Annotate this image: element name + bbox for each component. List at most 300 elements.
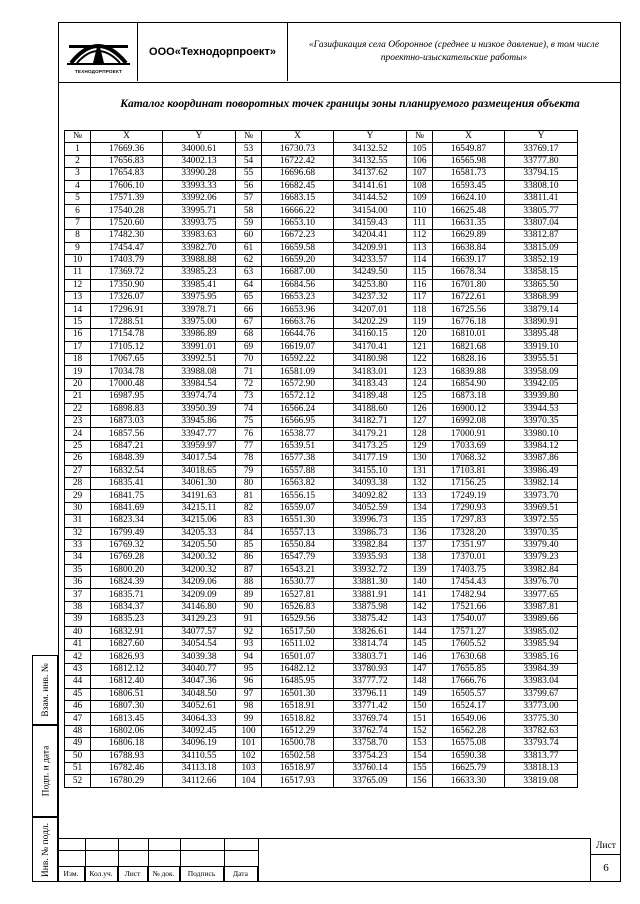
table-cell: 33944.53 [505, 403, 578, 415]
table-cell: 33807.04 [505, 217, 578, 229]
table-cell: 10 [65, 254, 91, 266]
table-cell: 137 [407, 539, 433, 551]
table-cell: 33993.33 [163, 180, 236, 192]
table-row [65, 713, 578, 725]
table-cell: 34209.06 [163, 577, 236, 589]
table-cell: 16624.10 [433, 192, 505, 204]
table-cell: 16527.81 [262, 589, 334, 601]
table-cell: 16730.73 [262, 143, 334, 155]
table-cell: 17654.83 [91, 168, 163, 180]
table-cell: 33977.65 [505, 589, 578, 601]
table-cell: 16625.79 [433, 762, 505, 774]
table-cell: 93 [236, 639, 262, 651]
table-cell: 83 [236, 515, 262, 527]
table-cell: 16547.79 [262, 552, 334, 564]
title-block-top-rule [58, 838, 590, 839]
table-cell: 103 [236, 762, 262, 774]
table-cell: 16841.75 [91, 490, 163, 502]
table-cell: 17482.30 [91, 230, 163, 242]
table-cell: 33993.75 [163, 217, 236, 229]
table-cell: 17369.72 [91, 267, 163, 279]
table-cell: 34205.33 [163, 527, 236, 539]
table-cell: 144 [407, 626, 433, 638]
table-cell: 16683.15 [262, 192, 334, 204]
table-cell: 34159.43 [334, 217, 407, 229]
table-cell: 16826.93 [91, 651, 163, 663]
table-cell: 34209.09 [163, 589, 236, 601]
table-cell: 46 [65, 700, 91, 712]
table-cell: 33769.17 [505, 143, 578, 155]
table-cell: 33972.55 [505, 515, 578, 527]
table-cell: 16769.28 [91, 552, 163, 564]
table-cell: 142 [407, 601, 433, 613]
table-cell: 90 [236, 601, 262, 613]
logo-caption: ТЕХНОДОРПРОЕКТ [74, 69, 123, 74]
table-cell: 33987.86 [505, 453, 578, 465]
table-cell: 17351.97 [433, 539, 505, 551]
table-cell: 15 [65, 316, 91, 328]
table-cell: 17290.93 [433, 502, 505, 514]
project-name: «Газификация села Оборонное (среднее и низкое давление), в том числе проектно-изыскательские работы» [308, 40, 600, 63]
table-cell: 16788.93 [91, 750, 163, 762]
table-cell: 16672.23 [262, 230, 334, 242]
table-cell: 17370.01 [433, 552, 505, 564]
table-cell: 20 [65, 378, 91, 390]
table-cell: 16806.18 [91, 738, 163, 750]
table-cell: 33986.89 [163, 329, 236, 341]
table-cell: 34077.57 [163, 626, 236, 638]
table-cell: 17403.75 [433, 564, 505, 576]
table-cell: 16823.34 [91, 515, 163, 527]
table-cell: 16530.77 [262, 577, 334, 589]
table-cell: 49 [65, 738, 91, 750]
table-cell: 16832.54 [91, 465, 163, 477]
table-row [65, 403, 578, 415]
table-cell: 33974.74 [163, 391, 236, 403]
table-cell: 102 [236, 750, 262, 762]
table-cell: 33865.50 [505, 279, 578, 291]
table-cell: 17156.25 [433, 477, 505, 489]
table-cell: 34 [65, 552, 91, 564]
table-cell: 150 [407, 700, 433, 712]
table-cell: 34092.45 [163, 725, 236, 737]
table-row [65, 205, 578, 217]
table-row [65, 428, 578, 440]
table-cell: 16687.00 [262, 267, 334, 279]
table-cell: 33758.70 [334, 738, 407, 750]
table-cell: 33969.51 [505, 502, 578, 514]
table-cell: 40 [65, 626, 91, 638]
table-cell: 128 [407, 428, 433, 440]
table-cell: 34200.32 [163, 564, 236, 576]
table-cell: 16806.51 [91, 688, 163, 700]
table-cell: 17656.83 [91, 155, 163, 167]
table-cell: 33982.70 [163, 242, 236, 254]
table-cell: 34183.01 [334, 366, 407, 378]
table-cell: 33942.05 [505, 378, 578, 390]
table-cell: 17033.69 [433, 440, 505, 452]
table-cell: 16502.58 [262, 750, 334, 762]
table-cell: 34180.98 [334, 354, 407, 366]
table-cell: 63 [236, 267, 262, 279]
column-header: Y [505, 131, 578, 143]
table-row [65, 341, 578, 353]
table-row [65, 180, 578, 192]
table-row [65, 217, 578, 229]
table-cell: 139 [407, 564, 433, 576]
table-cell: 16653.96 [262, 304, 334, 316]
table-cell: 33986.73 [334, 527, 407, 539]
table-cell: 33919.10 [505, 341, 578, 353]
table-cell: 16835.71 [91, 589, 163, 601]
column-header: X [262, 131, 334, 143]
table-cell: 34129.23 [163, 614, 236, 626]
table-cell: 34141.61 [334, 180, 407, 192]
table-cell: 16482.12 [262, 663, 334, 675]
table-cell: 33990.28 [163, 168, 236, 180]
table-cell: 33985.41 [163, 279, 236, 291]
table-cell: 33992.51 [163, 354, 236, 366]
table-cell: 76 [236, 428, 262, 440]
table-cell: 33799.67 [505, 688, 578, 700]
table-cell: 33814.74 [334, 639, 407, 651]
table-cell: 33811.41 [505, 192, 578, 204]
table-cell: 34137.62 [334, 168, 407, 180]
table-cell: 5 [65, 192, 91, 204]
table-cell: 32 [65, 527, 91, 539]
table-cell: 6 [65, 205, 91, 217]
table-row [65, 577, 578, 589]
table-cell: 55 [236, 168, 262, 180]
table-cell: 130 [407, 453, 433, 465]
table-cell: 28 [65, 477, 91, 489]
table-row [65, 192, 578, 204]
table-cell: 33986.49 [505, 465, 578, 477]
table-cell: 12 [65, 279, 91, 291]
coordinates-table [64, 130, 578, 788]
table-cell: 33959.97 [163, 440, 236, 452]
table-row [65, 775, 578, 787]
table-cell: 74 [236, 403, 262, 415]
table-cell: 81 [236, 490, 262, 502]
table-cell: 155 [407, 762, 433, 774]
table-cell: 34132.55 [334, 155, 407, 167]
table-cell: 17288.51 [91, 316, 163, 328]
table-cell: 34170.41 [334, 341, 407, 353]
table-cell: 92 [236, 626, 262, 638]
table-cell: 45 [65, 688, 91, 700]
table-cell: 16501.07 [262, 651, 334, 663]
table-cell: 17521.66 [433, 601, 505, 613]
table-cell: 21 [65, 391, 91, 403]
table-cell: 140 [407, 577, 433, 589]
table-cell: 16987.95 [91, 391, 163, 403]
table-cell: 33771.42 [334, 700, 407, 712]
table-row [65, 564, 578, 576]
table-row [65, 168, 578, 180]
table-cell: 154 [407, 750, 433, 762]
table-cell: 34215.06 [163, 515, 236, 527]
table-cell: 33983.04 [505, 676, 578, 688]
table-cell: 35 [65, 564, 91, 576]
table-cell: 33995.71 [163, 205, 236, 217]
table-cell: 33812.87 [505, 230, 578, 242]
table-cell: 16799.49 [91, 527, 163, 539]
table-cell: 16659.58 [262, 242, 334, 254]
table-cell: 34146.80 [163, 601, 236, 613]
table-cell: 89 [236, 589, 262, 601]
table-cell: 16848.39 [91, 453, 163, 465]
table-cell: 17669.36 [91, 143, 163, 155]
table-cell: 17 [65, 341, 91, 353]
table-cell: 77 [236, 440, 262, 452]
table-cell: 34249.50 [334, 267, 407, 279]
title-block-col-kol: Кол.уч. [85, 866, 118, 882]
table-cell: 17350.90 [91, 279, 163, 291]
table-cell: 17000.48 [91, 378, 163, 390]
table-row [65, 539, 578, 551]
table-cell: 33985.02 [505, 626, 578, 638]
table-cell: 16511.02 [262, 639, 334, 651]
table-cell: 33947.77 [163, 428, 236, 440]
table-cell: 34233.57 [334, 254, 407, 266]
table-cell: 34183.43 [334, 378, 407, 390]
table-cell: 16682.45 [262, 180, 334, 192]
table-cell: 16517.93 [262, 775, 334, 787]
table-cell: 34205.50 [163, 539, 236, 551]
table-cell: 16900.12 [433, 403, 505, 415]
company-logo [59, 23, 138, 81]
table-cell: 17571.39 [91, 192, 163, 204]
table-cell: 34132.52 [334, 143, 407, 155]
table-cell: 153 [407, 738, 433, 750]
table-cell: 17154.78 [91, 329, 163, 341]
table-cell: 9 [65, 242, 91, 254]
table-cell: 33895.48 [505, 329, 578, 341]
document-title: Каталог координат поворотных точек границы зоны планируемого размещения объекта [120, 98, 580, 110]
table-cell: 33852.19 [505, 254, 578, 266]
table-cell: 16776.18 [433, 316, 505, 328]
table-cell: 151 [407, 713, 433, 725]
table-cell: 33881.91 [334, 589, 407, 601]
table-cell: 33984.12 [505, 440, 578, 452]
table-cell: 16562.28 [433, 725, 505, 737]
table-row [65, 292, 578, 304]
table-cell: 121 [407, 341, 433, 353]
table-cell: 17655.85 [433, 663, 505, 675]
table-cell: 33992.06 [163, 192, 236, 204]
table-cell: 87 [236, 564, 262, 576]
table-cell: 82 [236, 502, 262, 514]
table-row [65, 750, 578, 762]
table-cell: 34155.10 [334, 465, 407, 477]
table-cell: 113 [407, 242, 433, 254]
table-cell: 79 [236, 465, 262, 477]
table-cell: 100 [236, 725, 262, 737]
table-cell: 115 [407, 267, 433, 279]
table-cell: 17296.91 [91, 304, 163, 316]
table-cell: 152 [407, 725, 433, 737]
table-cell: 85 [236, 539, 262, 551]
table-cell: 16835.23 [91, 614, 163, 626]
table-cell: 16800.20 [91, 564, 163, 576]
stamp-vzam-label: Взам. инв. № [41, 663, 52, 717]
table-cell: 17605.52 [433, 639, 505, 651]
table-cell: 16577.38 [262, 453, 334, 465]
table-cell: 16557.88 [262, 465, 334, 477]
table-cell: 16543.21 [262, 564, 334, 576]
table-cell: 119 [407, 316, 433, 328]
table-row [65, 688, 578, 700]
table-cell: 67 [236, 316, 262, 328]
table-cell: 16827.60 [91, 639, 163, 651]
header-divider [58, 82, 621, 83]
table-cell: 34215.11 [163, 502, 236, 514]
table-cell: 33985.16 [505, 651, 578, 663]
table-cell: 50 [65, 750, 91, 762]
table-cell: 17067.65 [91, 354, 163, 366]
table-cell: 65 [236, 292, 262, 304]
table-cell: 14 [65, 304, 91, 316]
table-cell: 33793.74 [505, 738, 578, 750]
table-cell: 16725.56 [433, 304, 505, 316]
table-cell: 33970.35 [505, 415, 578, 427]
table-cell: 1 [65, 143, 91, 155]
table-cell: 78 [236, 453, 262, 465]
table-cell: 17326.07 [91, 292, 163, 304]
table-cell: 17606.10 [91, 180, 163, 192]
table-cell: 47 [65, 713, 91, 725]
table-cell: 34002.13 [163, 155, 236, 167]
table-cell: 16992.08 [433, 415, 505, 427]
table-cell: 72 [236, 378, 262, 390]
table-cell: 42 [65, 651, 91, 663]
table-row [65, 304, 578, 316]
stamp-vzam-inv [32, 655, 58, 725]
table-cell: 17454.47 [91, 242, 163, 254]
table-cell: 17249.19 [433, 490, 505, 502]
table-cell: 34202.29 [334, 316, 407, 328]
table-cell: 105 [407, 143, 433, 155]
table-cell: 16663.76 [262, 316, 334, 328]
table-row [65, 316, 578, 328]
table-cell: 34173.25 [334, 440, 407, 452]
table-cell: 43 [65, 663, 91, 675]
table-cell: 16518.97 [262, 762, 334, 774]
table-row [65, 725, 578, 737]
table-cell: 33769.74 [334, 713, 407, 725]
table-cell: 68 [236, 329, 262, 341]
table-cell: 16666.22 [262, 205, 334, 217]
table-cell: 60 [236, 230, 262, 242]
table-cell: 33875.98 [334, 601, 407, 613]
table-cell: 16563.82 [262, 477, 334, 489]
table-cell: 33935.93 [334, 552, 407, 564]
table-cell: 33989.66 [505, 614, 578, 626]
table-cell: 16841.69 [91, 502, 163, 514]
table-cell: 37 [65, 589, 91, 601]
stamp-podp-label: Подп. и дата [41, 745, 52, 797]
table-cell: 33984.39 [505, 663, 578, 675]
table-cell: 44 [65, 676, 91, 688]
table-cell: 16517.50 [262, 626, 334, 638]
table-cell: 148 [407, 676, 433, 688]
table-cell: 127 [407, 415, 433, 427]
table-cell: 16653.10 [262, 217, 334, 229]
table-cell: 34092.82 [334, 490, 407, 502]
table-cell: 33 [65, 539, 91, 551]
table-cell: 34144.52 [334, 192, 407, 204]
table-row [65, 366, 578, 378]
table-row [65, 700, 578, 712]
table-cell: 16581.09 [262, 366, 334, 378]
table-cell: 16812.12 [91, 663, 163, 675]
table-cell: 33819.08 [505, 775, 578, 787]
table-cell: 33808.10 [505, 180, 578, 192]
sheet-label: Лист [591, 838, 621, 855]
column-header: Y [163, 131, 236, 143]
table-cell: 33955.51 [505, 354, 578, 366]
table-cell: 16505.57 [433, 688, 505, 700]
table-cell: 33782.63 [505, 725, 578, 737]
table-cell: 33760.14 [334, 762, 407, 774]
table-row [65, 230, 578, 242]
table-cell: 17540.07 [433, 614, 505, 626]
table-cell: 16524.17 [433, 700, 505, 712]
table-cell: 16812.40 [91, 676, 163, 688]
table-cell: 27 [65, 465, 91, 477]
table-row [65, 639, 578, 651]
table-cell: 33803.71 [334, 651, 407, 663]
table-cell: 39 [65, 614, 91, 626]
table-cell: 111 [407, 217, 433, 229]
table-cell: 16549.87 [433, 143, 505, 155]
title-block-col-doc: № док. [148, 866, 180, 882]
table-cell: 33996.73 [334, 515, 407, 527]
table-cell: 33780.93 [334, 663, 407, 675]
table-cell: 53 [236, 143, 262, 155]
table-cell: 34000.61 [163, 143, 236, 155]
table-cell: 33976.70 [505, 577, 578, 589]
table-cell: 34191.63 [163, 490, 236, 502]
table-cell: 123 [407, 366, 433, 378]
table-cell: 33945.86 [163, 415, 236, 427]
table-cell: 17666.76 [433, 676, 505, 688]
table-cell: 33775.30 [505, 713, 578, 725]
table-cell: 33979.23 [505, 552, 578, 564]
table-cell: 33881.30 [334, 577, 407, 589]
table-cell: 33985.94 [505, 639, 578, 651]
table-cell: 64 [236, 279, 262, 291]
table-cell: 31 [65, 515, 91, 527]
table-cell: 118 [407, 304, 433, 316]
table-row [65, 354, 578, 366]
table-cell: 16639.17 [433, 254, 505, 266]
table-header-row [65, 131, 578, 143]
table-cell: 29 [65, 490, 91, 502]
table-row [65, 378, 578, 390]
table-cell: 146 [407, 651, 433, 663]
table-cell: 33879.14 [505, 304, 578, 316]
table-cell: 33875.42 [334, 614, 407, 626]
table-cell: 16485.95 [262, 676, 334, 688]
table-cell: 16873.03 [91, 415, 163, 427]
table-cell: 34177.19 [334, 453, 407, 465]
table-cell: 95 [236, 663, 262, 675]
title-block-divider [258, 838, 259, 882]
table-cell: 16592.22 [262, 354, 334, 366]
table-cell: 33773.00 [505, 700, 578, 712]
